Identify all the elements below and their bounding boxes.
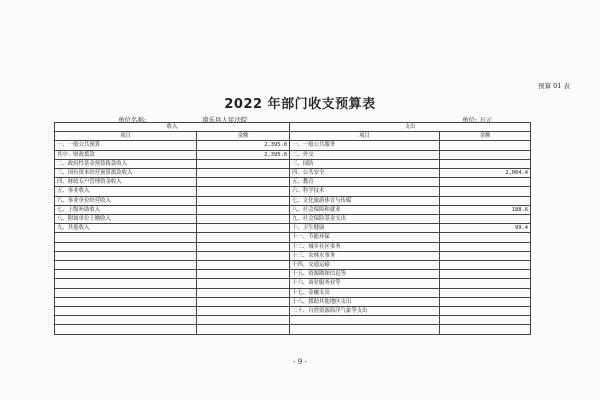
table-row bbox=[55, 261, 531, 270]
unit-measure: 单位: 万元 bbox=[462, 116, 493, 124]
expense-item-cell: 十二、城乡社区事务 bbox=[290, 242, 440, 251]
expense-item-cell bbox=[290, 316, 440, 325]
table-row bbox=[55, 141, 531, 150]
page-title: 2022 年部门收支预算表 bbox=[224, 97, 376, 112]
expense-amount-cell bbox=[440, 307, 531, 316]
income-amount-cell bbox=[197, 215, 290, 224]
income-item-cell: 二、政府性基金预算拨款收入 bbox=[55, 159, 197, 168]
income-amount-cell bbox=[197, 297, 290, 306]
income-item-cell bbox=[55, 297, 197, 306]
income-item-cell: 五、事业收入 bbox=[55, 187, 197, 196]
income-item-cell: 四、财政专户管理资金收入 bbox=[55, 178, 197, 187]
expense-amount-cell bbox=[440, 297, 531, 306]
income-item-cell bbox=[55, 251, 197, 260]
expense-amount-cell bbox=[440, 261, 531, 270]
expense-amount-cell bbox=[440, 279, 531, 288]
expense-item-cell: 三、国防 bbox=[290, 159, 440, 168]
table-row bbox=[55, 316, 531, 325]
expense-amount-header: 金额 bbox=[440, 132, 531, 141]
expense-item-cell: 十六、商业服务业等 bbox=[290, 279, 440, 288]
income-item-header: 项目 bbox=[55, 132, 197, 141]
expense-item-cell: 十、卫生健康 bbox=[290, 224, 440, 233]
income-amount-cell bbox=[197, 224, 290, 233]
expense-item-cell: 七、文化旅游体育与传媒 bbox=[290, 196, 440, 205]
income-amount-header: 金额 bbox=[197, 132, 290, 141]
income-amount-cell bbox=[197, 288, 290, 297]
table-row bbox=[55, 169, 531, 178]
income-item-cell bbox=[55, 270, 197, 279]
table-row bbox=[55, 297, 531, 306]
expense-amount-cell bbox=[440, 270, 531, 279]
expense-amount-cell bbox=[440, 187, 531, 196]
income-amount-cell bbox=[197, 325, 290, 334]
unit-name-value: 南乐县人民法院 bbox=[202, 116, 248, 124]
income-amount-cell bbox=[197, 270, 290, 279]
expense-amount-cell bbox=[440, 215, 531, 224]
income-item-cell: 七、上级补助收入 bbox=[55, 205, 197, 214]
expense-amount-cell bbox=[440, 288, 531, 297]
income-amount-cell: 2,395.0 bbox=[197, 150, 290, 159]
column-header-row bbox=[55, 132, 531, 141]
table-row bbox=[55, 270, 531, 279]
expense-item-cell: 十一、节能环保 bbox=[290, 233, 440, 242]
expense-amount-cell bbox=[440, 325, 531, 334]
expense-item-cell: 四、公共安全 bbox=[290, 169, 440, 178]
income-amount-cell bbox=[197, 242, 290, 251]
expense-amount-cell bbox=[440, 316, 531, 325]
expense-amount-cell: 2,004.4 bbox=[440, 169, 531, 178]
expense-amount-cell bbox=[440, 150, 531, 159]
table-row bbox=[55, 279, 531, 288]
income-amount-cell: 2,395.0 bbox=[197, 141, 290, 150]
income-amount-cell bbox=[197, 169, 290, 178]
income-amount-cell bbox=[197, 279, 290, 288]
income-item-cell: 一、一般公共预算 bbox=[55, 141, 197, 150]
table-row bbox=[55, 307, 531, 316]
section-header-row bbox=[55, 123, 531, 132]
income-item-cell: 六、事业单位经营收入 bbox=[55, 196, 197, 205]
income-amount-cell bbox=[197, 233, 290, 242]
table-code: 预算 01 表 bbox=[538, 82, 570, 90]
table-row bbox=[55, 187, 531, 196]
expense-item-cell bbox=[290, 325, 440, 334]
table-row bbox=[55, 150, 531, 159]
income-amount-cell bbox=[197, 251, 290, 260]
expense-item-cell: 五、教育 bbox=[290, 178, 440, 187]
table-row bbox=[55, 178, 531, 187]
income-item-cell: 三、国有资本经营预算拨款收入 bbox=[55, 169, 197, 178]
income-item-cell bbox=[55, 288, 197, 297]
expense-item-cell: 八、社会保障和就业 bbox=[290, 205, 440, 214]
expense-header: 支出 bbox=[290, 123, 531, 132]
expense-amount-cell bbox=[440, 178, 531, 187]
table-row bbox=[55, 242, 531, 251]
income-amount-cell bbox=[197, 261, 290, 270]
table-row bbox=[55, 196, 531, 205]
income-item-cell bbox=[55, 242, 197, 251]
income-item-cell bbox=[55, 261, 197, 270]
table-row bbox=[55, 325, 531, 334]
expense-amount-cell bbox=[440, 251, 531, 260]
income-item-cell bbox=[55, 316, 197, 325]
expense-amount-cell bbox=[440, 196, 531, 205]
table-row bbox=[55, 224, 531, 233]
income-amount-cell bbox=[197, 159, 290, 168]
page-number: - 9 - bbox=[293, 358, 307, 366]
expense-item-cell: 六、科学技术 bbox=[290, 187, 440, 196]
income-amount-cell bbox=[197, 205, 290, 214]
expense-item-cell: 二十、自然资源海洋气象等支出 bbox=[290, 307, 440, 316]
income-amount-cell bbox=[197, 187, 290, 196]
expense-amount-cell bbox=[440, 233, 531, 242]
expense-amount-cell bbox=[440, 159, 531, 168]
unit-name-label: 单位名称: bbox=[118, 116, 147, 124]
income-amount-cell bbox=[197, 316, 290, 325]
expense-item-cell: 九、社会保险基金支出 bbox=[290, 215, 440, 224]
table-row bbox=[55, 159, 531, 168]
expense-item-cell: 十四、交通运输 bbox=[290, 261, 440, 270]
expense-item-cell: 十七、金融支出 bbox=[290, 288, 440, 297]
income-item-cell bbox=[55, 307, 197, 316]
income-item-cell bbox=[55, 325, 197, 334]
expense-item-cell: 十五、资源勘探信息等 bbox=[290, 270, 440, 279]
table-row bbox=[55, 288, 531, 297]
expense-item-header: 项目 bbox=[290, 132, 440, 141]
income-header: 收入 bbox=[55, 123, 290, 132]
income-item-cell: 九、其他收入 bbox=[55, 224, 197, 233]
income-amount-cell bbox=[197, 196, 290, 205]
expense-item-cell: 一、一般公共服务 bbox=[290, 141, 440, 150]
expense-item-cell: 十三、农林水事务 bbox=[290, 251, 440, 260]
expense-amount-cell: 188.6 bbox=[440, 205, 531, 214]
income-item-cell bbox=[55, 279, 197, 288]
budget-table bbox=[54, 122, 531, 335]
table-row bbox=[55, 215, 531, 224]
expense-item-cell: 二、外交 bbox=[290, 150, 440, 159]
table-row bbox=[55, 233, 531, 242]
table-row bbox=[55, 251, 531, 260]
income-item-cell bbox=[55, 233, 197, 242]
income-item-cell: 其中：财政拨款 bbox=[55, 150, 197, 159]
income-item-cell: 八、附属单位上缴收入 bbox=[55, 215, 197, 224]
expense-amount-cell bbox=[440, 141, 531, 150]
income-amount-cell bbox=[197, 178, 290, 187]
expense-amount-cell: 99.4 bbox=[440, 224, 531, 233]
expense-amount-cell bbox=[440, 242, 531, 251]
expense-item-cell: 十八、援助其他地区支出 bbox=[290, 297, 440, 306]
table-row bbox=[55, 205, 531, 214]
income-amount-cell bbox=[197, 307, 290, 316]
